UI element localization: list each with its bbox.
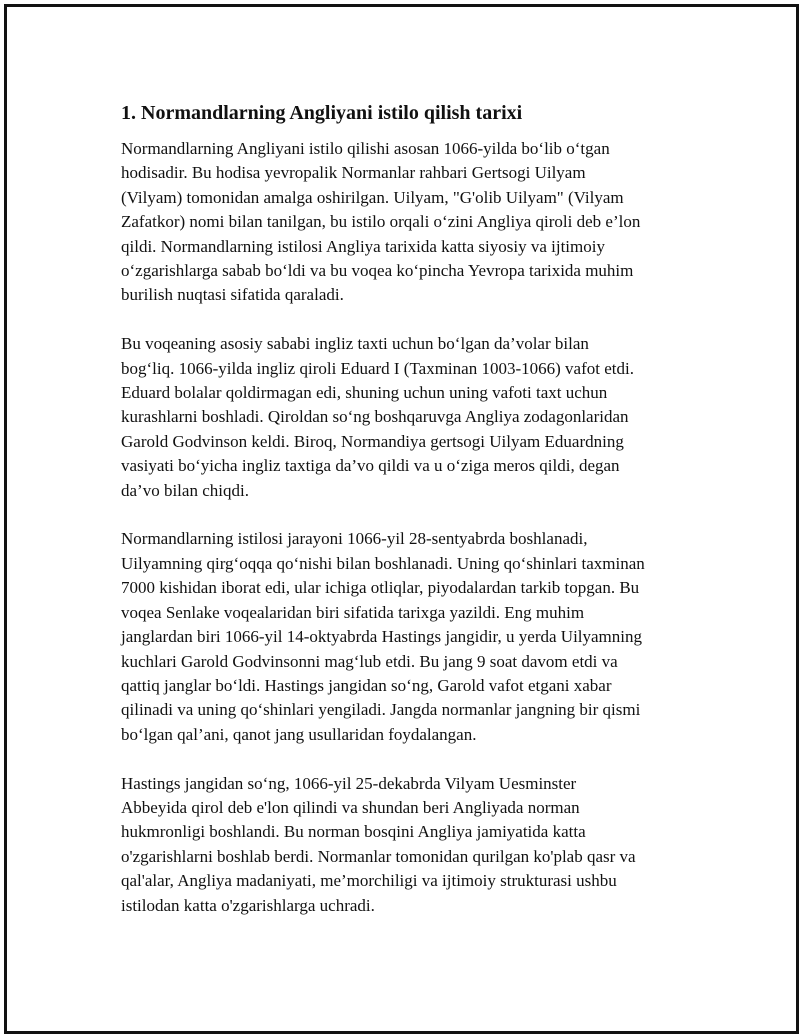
text-line: kurashlarni boshladi. Qiroldan so‘ng boshqaruvga Angliya zodagonlaridan [121,407,629,427]
text-line: Garold Godvinson keldi. Biroq, Normandiya gertsogi Uilyam Eduardning [121,431,624,451]
text-line: Abbeyida qirol deb e'lon qilindi va shundan beri Angliyada norman [121,797,580,817]
text-line: qal'alar, Angliya madaniyati, me’morchiligi va ijtimoiy strukturasi ushbu [121,871,617,891]
text-line: kuchlari Garold Godvinsonni mag‘lub etdi. Bu jang 9 soat davom etdi va [121,651,618,671]
text-line: 7000 kishidan iborat edi, ular ichiga otliqlar, piyodalardan tarkib topgan. Bu [121,578,640,598]
text-line: da’vo bilan chiqdi. [121,480,249,500]
text-line: voqea Senlake voqealaridan biri sifatida tarixga yazildi. Eng muhim [121,602,585,622]
text-line: Bu voqeaning asosiy sababi ingliz taxti uchun bo‘lgan da’volar bilan [121,334,589,354]
text-line: bo‘lgan qal’ani, qanot jang usullaridan foydalangan. [121,724,477,744]
text-line: Uilyamning qirg‘oqqa qo‘nishi bilan boshlanadi. Uning qo‘shinlari taxminan [121,553,645,573]
text-line: Normandlarning Angliyani istilo qilishi asosan 1066-yilda bo‘lib o‘tgan [121,139,610,158]
text-line: vasiyati bo‘yicha ingliz taxtiga da’vo qildi va u o‘ziga meros qildi, degan [121,456,620,476]
text-line: hodisadir. Bu hodisa yevropalik Normanlar rahbari Gertsogi Uilyam [121,163,586,183]
paragraph-1 [121,137,701,308]
section-heading: 1. Normandlarning Angliyani istilo qilish tarixi [121,102,523,124]
text-line: qildi. Normandlarning istilosi Angliya tarixida katta siyosiy va ijtimoiy [121,236,605,256]
text-line: Normandlarning istilosi jarayoni 1066-yil 28-sentyabrda boshlanadi, [121,529,588,549]
text-line: o‘zgarishlarga sabab bo‘ldi va bu voqea ko‘pincha Yevropa tarixida muhim [121,261,634,281]
document-content [121,99,701,918]
text-line: qattiq janglar bo‘ldi. Hastings jangidan so‘ng, Garold vafot etgani xabar [121,675,612,695]
text-line: Hastings jangidan so‘ng, 1066-yil 25-dekabrda Vilyam Uesminster [121,773,577,793]
text-line: Eduard bolalar qoldirmagan edi, shuning uchun uning vafoti taxt uchun [121,383,608,403]
text-line: Zafatkor) nomi bilan tanilgan, bu istilo orqali o‘zini Angliya qiroli deb e’lon [121,212,641,232]
paragraph-4 [121,772,701,918]
text-line: (Vilyam) tomonidan amalga oshirilgan. Uilyam, "G'olib Uilyam" (Vilyam [121,187,624,207]
text-line: hukmronligi boshlandi. Bu norman bosqini Angliya jamiyatida katta [121,822,586,842]
text-line: istilodan katta o'zgarishlarga uchradi. [121,895,375,915]
text-line: janglardan biri 1066-yil 14-oktyabrda Hastings jangidir, u yerda Uilyamning [121,627,643,647]
text-line: bog‘liq. 1066-yilda ingliz qiroli Eduard I (Taxminan 1003-1066) vafot etdi. [121,358,634,378]
paragraph-2 [121,332,701,503]
text-line: qilinadi va uning qo‘shinlari yengiladi. Jangda normanlar jangning bir qismi [121,700,641,720]
text-line: burilish nuqtasi sifatida qaraladi. [121,285,344,305]
text-line: o'zgarishlarni boshlab berdi. Normanlar tomonidan qurilgan ko'plab qasr va [121,846,636,866]
paragraph-3 [121,527,701,747]
page-frame [4,4,799,1034]
